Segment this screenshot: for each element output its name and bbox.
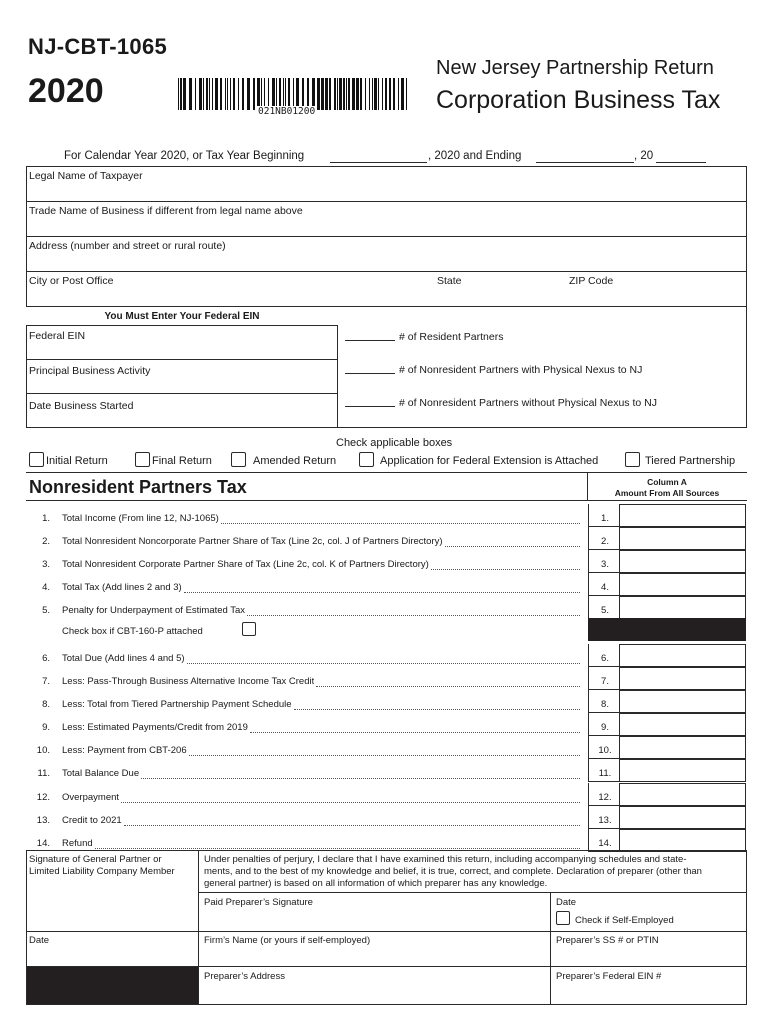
- date-started-label: Date Business Started: [29, 400, 134, 412]
- city-field[interactable]: [26, 271, 747, 307]
- line-ref-number: 9.: [601, 722, 609, 733]
- final-return-checkbox[interactable]: [135, 452, 150, 467]
- preparer-address-label: Preparer’s Address: [204, 971, 285, 982]
- barcode-bar: [401, 78, 404, 110]
- preparer-date-label: Date: [556, 897, 577, 908]
- line-ref-cell: [588, 527, 619, 550]
- line-ref-number: 10.: [598, 745, 612, 756]
- line-ref-number: 1.: [601, 513, 609, 524]
- barcode-bar: [369, 78, 370, 110]
- line-description: Total Due (Add lines 4 and 5): [62, 653, 185, 664]
- line-amount-field[interactable]: [619, 736, 746, 759]
- signer-label-2: Limited Liability Company Member: [29, 866, 175, 877]
- line-number: 6.: [42, 653, 50, 664]
- signer-date-field[interactable]: [27, 932, 198, 966]
- section-top-rule: [26, 472, 747, 473]
- line-ref-number: 6.: [601, 653, 609, 664]
- barcode-bar: [317, 78, 320, 110]
- line-number: 12.: [36, 792, 50, 803]
- barcode-bar: [393, 78, 395, 110]
- line-amount-field[interactable]: [619, 504, 746, 527]
- line-description: Less: Payment from CBT-206: [62, 745, 187, 756]
- line-ref-number: 11.: [598, 768, 612, 779]
- leader-dots: [141, 778, 580, 779]
- line-ref-cell: [588, 573, 619, 596]
- city-label: City or Post Office: [29, 275, 114, 287]
- trade-name-label: Trade Name of Business if different from legal name above: [29, 205, 303, 217]
- line-amount-field[interactable]: [619, 596, 746, 619]
- line-amount-field[interactable]: [619, 829, 746, 852]
- leader-dots: [121, 802, 580, 803]
- form-id: NJ-CBT-1065: [28, 34, 168, 59]
- barcode-bar: [253, 78, 255, 110]
- line-ref-cell: [588, 829, 619, 852]
- barcode-bar: [329, 78, 331, 110]
- federal-ein-label: Federal EIN: [29, 330, 86, 342]
- line-ref-number: 7.: [601, 676, 609, 687]
- line-number: 11.: [37, 768, 50, 779]
- firm-name-label: Firm’s Name (or yours if self-employed): [204, 935, 371, 946]
- barcode-bar: [385, 78, 387, 110]
- cbt-160p-checkbox[interactable]: [242, 622, 256, 636]
- line-ref-cell: [588, 596, 619, 619]
- leader-dots: [189, 755, 580, 756]
- preparer-signature-label: Paid Preparer’s Signature: [204, 897, 313, 908]
- line-ref-cell: [588, 736, 619, 759]
- line-ref-number: 3.: [601, 559, 609, 570]
- line-description: Credit to 2021: [62, 815, 122, 826]
- perjury-text-2: ments, and to the best of my knowledge and belief, it is true, correct, and complete. Declaration of preparer (other than: [204, 866, 702, 877]
- line-number: 10.: [36, 745, 50, 756]
- line-number: 9.: [42, 722, 50, 733]
- line-number: 14.: [36, 838, 50, 849]
- tax-year-end-year-field[interactable]: [656, 162, 706, 163]
- line-ref-cell: [588, 504, 619, 527]
- barcode-bar: [382, 78, 383, 110]
- line-ref-cell: [588, 644, 619, 667]
- barcode-bar: [321, 78, 324, 110]
- tax-year-end-field[interactable]: [536, 162, 634, 163]
- zip-label: ZIP Code: [569, 275, 614, 287]
- line-description: Less: Total from Tiered Partnership Payment Schedule: [62, 699, 292, 710]
- address-label: Address (number and street or rural route): [29, 240, 226, 252]
- column-a-subheading: Amount From All Sources: [614, 488, 720, 498]
- line-ref-cell: [588, 713, 619, 736]
- barcode-bar: [406, 78, 407, 110]
- barcode-bar: [352, 78, 355, 110]
- leader-dots: [187, 663, 580, 664]
- leader-dots: [247, 615, 580, 616]
- line-ref-cell: [588, 690, 619, 713]
- barcode-bar: [227, 78, 228, 110]
- barcode: [178, 78, 410, 120]
- barcode-bar: [225, 78, 226, 110]
- initial-return-checkbox[interactable]: [29, 452, 44, 467]
- barcode-bar: [389, 78, 391, 110]
- line-number: 2.: [42, 536, 50, 547]
- barcode-bar: [230, 78, 231, 110]
- preparer-date-divider: [550, 892, 551, 1005]
- barcode-bar: [346, 78, 347, 110]
- leader-dots: [431, 569, 580, 570]
- signature-shaded-cell: [26, 967, 198, 1005]
- barcode-bar: [337, 78, 338, 110]
- line-ref-number: 2.: [601, 536, 609, 547]
- leader-dots: [294, 709, 580, 710]
- barcode-bar: [339, 78, 342, 110]
- line-ref-cell: [588, 550, 619, 573]
- tax-year-middle: , 2020 and Ending: [428, 150, 522, 162]
- barcode-bar: [212, 78, 213, 110]
- line-description: Total Nonresident Corporate Partner Share of Tax (Line 2c, col. K of Partners Directory): [62, 559, 429, 570]
- perjury-text-1: Under penalties of perjury, I declare that I have examined this return, including accompanying schedules and state-: [204, 854, 687, 865]
- barcode-bar: [398, 78, 399, 110]
- barcode-bar: [183, 78, 186, 110]
- barcode-bar: [215, 78, 218, 110]
- line-amount-field[interactable]: [619, 644, 746, 667]
- checkbox-heading: Check applicable boxes: [336, 437, 453, 449]
- nonresident-nexus-label: # of Nonresident Partners with Physical Nexus to NJ: [399, 364, 643, 376]
- barcode-bar: [356, 78, 359, 110]
- leader-dots: [184, 592, 580, 593]
- barcode-bar: [242, 78, 244, 110]
- barcode-bar: [372, 78, 373, 110]
- leader-dots: [124, 825, 580, 826]
- self-employed-label: Check if Self-Employed: [575, 915, 674, 926]
- preparer-ssn-label: Preparer’s SS # or PTIN: [556, 935, 659, 946]
- legal-name-label: Legal Name of Taxpayer: [29, 170, 143, 182]
- signature-right-rule: [746, 850, 747, 1005]
- barcode-bar: [209, 78, 210, 110]
- line-ref-number: 14.: [598, 838, 612, 849]
- principal-activity-label: Principal Business Activity: [29, 365, 151, 377]
- line-ref-number: 13.: [598, 815, 612, 826]
- initial-return-label: Initial Return: [46, 455, 108, 467]
- barcode-bar: [247, 78, 250, 110]
- line-ref-cell: [588, 783, 619, 806]
- line-ref-number: 5.: [601, 605, 609, 616]
- line-amount-field[interactable]: [619, 806, 746, 829]
- form-year: 2020: [28, 72, 104, 110]
- barcode-bar: [378, 78, 379, 110]
- barcode-bar: [199, 78, 202, 110]
- barcode-text: 021NB01200: [258, 106, 316, 117]
- column-a-heading: Column A: [647, 477, 687, 487]
- perjury-text-3: general partner) is based on all information of which preparer has any knowledge.: [204, 878, 548, 889]
- line-sub-description: Check box if CBT-160-P attached: [62, 626, 203, 637]
- line-amount-field[interactable]: [619, 713, 746, 736]
- leader-dots: [221, 523, 580, 524]
- must-enter-ein-heading: You Must Enter Your Federal EIN: [104, 311, 260, 322]
- barcode-bar: [238, 78, 239, 110]
- line-number: 13.: [36, 815, 50, 826]
- line-amount-field[interactable]: [619, 690, 746, 713]
- line-number: 4.: [42, 582, 50, 593]
- barcode-bar: [189, 78, 192, 110]
- line-ref-number: 4.: [601, 582, 609, 593]
- signature-left-rule: [26, 850, 27, 1005]
- barcode-bar: [325, 78, 328, 110]
- line-amount-field[interactable]: [619, 550, 746, 573]
- resident-partners-field[interactable]: [345, 340, 395, 341]
- amended-return-checkbox[interactable]: [231, 452, 246, 467]
- line-description: Overpayment: [62, 792, 120, 803]
- line-ref-cell: [588, 759, 619, 782]
- barcode-bar: [195, 78, 196, 110]
- leader-dots: [316, 686, 580, 687]
- line-amount-field[interactable]: [619, 667, 746, 690]
- barcode-bar: [334, 78, 336, 110]
- barcode-bar: [233, 78, 235, 110]
- barcode-bar: [203, 78, 204, 110]
- form-title: New Jersey Partnership Return: [436, 57, 714, 79]
- barcode-bar: [220, 78, 222, 110]
- tiered-partnership-label: Tiered Partnership: [645, 455, 736, 467]
- tax-year-begin-field[interactable]: [330, 162, 427, 163]
- line-description: Total Income (From line 12, NJ-1065): [62, 513, 219, 524]
- signer-label-1: Signature of General Partner or: [29, 854, 162, 865]
- line-number: 8.: [42, 699, 50, 710]
- barcode-bar: [206, 78, 208, 110]
- section-title: Nonresident Partners Tax: [29, 477, 247, 497]
- barcode-bar: [365, 78, 366, 110]
- line-ref-number: 8.: [601, 699, 609, 710]
- federal-extension-label: Application for Federal Extension is Attached: [380, 455, 599, 467]
- tax-year-suffix: , 20: [634, 150, 654, 162]
- line-number: 3.: [42, 559, 50, 570]
- ein-block-right-rule: [746, 306, 747, 428]
- line-description: Less: Pass-Through Business Alternative Income Tax Credit: [62, 676, 315, 687]
- line-number: 5.: [42, 605, 50, 616]
- preparer-ein-label: Preparer’s Federal EIN #: [556, 971, 662, 982]
- form-subtitle: Corporation Business Tax: [436, 86, 721, 114]
- barcode-bar: [348, 78, 350, 110]
- nonresident-no-nexus-field[interactable]: [345, 406, 395, 407]
- federal-extension-checkbox[interactable]: [359, 452, 374, 467]
- line-ref-cell: [588, 806, 619, 829]
- line-description: Total Tax (Add lines 2 and 3): [62, 582, 182, 593]
- barcode-bar: [180, 78, 182, 110]
- line-amount-field[interactable]: [619, 527, 746, 550]
- self-employed-checkbox[interactable]: [556, 911, 570, 925]
- signature-bottom-rule: [26, 1004, 747, 1005]
- barcode-bar: [374, 78, 377, 110]
- line-5-shaded-cell: [588, 618, 746, 641]
- leader-dots: [445, 546, 580, 547]
- barcode-bar: [178, 78, 179, 110]
- nonresident-nexus-field[interactable]: [345, 373, 395, 374]
- signature-top-rule: [26, 850, 747, 851]
- line-description: Penalty for Underpayment of Estimated Tax: [62, 605, 246, 616]
- line-description: Total Nonresident Noncorporate Partner Share of Tax (Line 2c, col. J of Partners Directory): [62, 536, 443, 547]
- resident-partners-label: # of Resident Partners: [399, 331, 504, 343]
- amended-return-label: Amended Return: [253, 455, 337, 467]
- barcode-bar: [360, 78, 362, 110]
- section-bottom-rule: [26, 500, 747, 501]
- line-description: Less: Estimated Payments/Credit from 2019: [62, 722, 248, 733]
- line-number: 7.: [42, 676, 50, 687]
- tax-year-prefix: For Calendar Year 2020, or Tax Year Beginning: [64, 150, 305, 162]
- line-ref-number: 12.: [598, 792, 612, 803]
- ein-block-bottom-rule: [338, 427, 747, 428]
- leader-dots: [250, 732, 580, 733]
- line-amount-field[interactable]: [619, 783, 746, 806]
- nonresident-no-nexus-label: # of Nonresident Partners without Physical Nexus to NJ: [399, 397, 657, 409]
- date-left-label: Date: [29, 935, 50, 946]
- barcode-bar: [343, 78, 345, 110]
- line-number: 1.: [42, 513, 50, 524]
- tiered-partnership-checkbox[interactable]: [625, 452, 640, 467]
- line-ref-cell: [588, 667, 619, 690]
- leader-dots: [95, 848, 580, 849]
- line-amount-field[interactable]: [619, 759, 746, 782]
- line-amount-field[interactable]: [619, 573, 746, 596]
- state-label: State: [437, 275, 462, 287]
- line-description: Total Balance Due: [62, 768, 140, 779]
- line-description: Refund: [62, 838, 93, 849]
- final-return-label: Final Return: [152, 455, 212, 467]
